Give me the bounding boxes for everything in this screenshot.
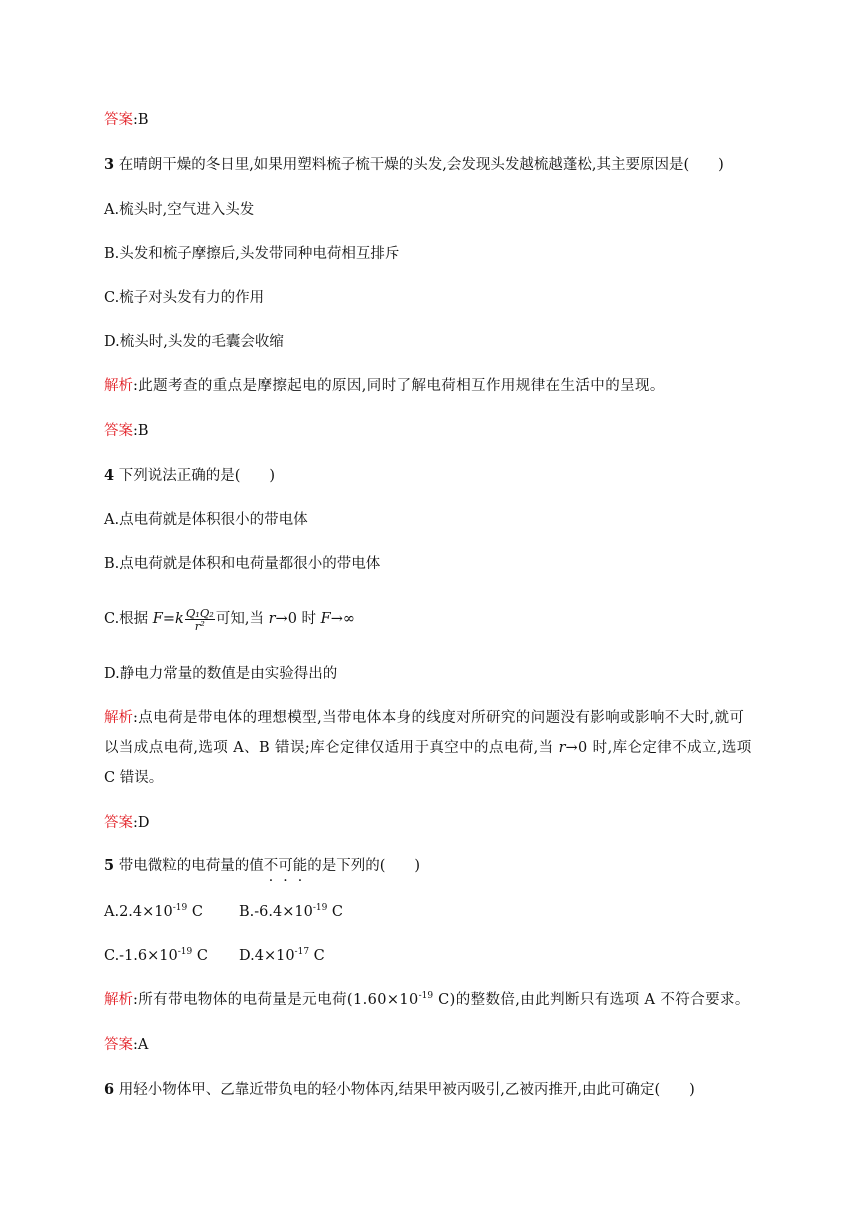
analysis-text: 以当成点电荷,选项 A、B 错误;库仑定律仅适用于真空中的点电荷,当 bbox=[104, 740, 559, 756]
q5-option-c: $C.-1.6\times 10^{-19}$ C bbox=[104, 947, 208, 964]
q4-analysis-line-1 bbox=[104, 708, 760, 728]
answer-value: :B bbox=[133, 112, 149, 128]
q5-options-row-2 bbox=[104, 946, 760, 966]
q4-analysis-line-3: C 错误。 bbox=[104, 770, 164, 786]
q4-analysis-line-2 bbox=[104, 738, 760, 758]
analysis-text: →0 时,库仑定律不成立,选项 bbox=[565, 740, 752, 756]
var-k: k bbox=[175, 611, 184, 627]
q4-option-c bbox=[104, 604, 760, 634]
analysis-label: 解析 bbox=[104, 992, 133, 1008]
answer-value: :B bbox=[133, 423, 149, 439]
analysis-text: C)的整数倍,由此判断只有选项 A 不符合要求。 bbox=[433, 992, 750, 1008]
q4-option-d: D.静电力常量的数值是由实验得出的 bbox=[104, 666, 338, 682]
q3-stem bbox=[104, 155, 760, 175]
exponent: -19 bbox=[418, 991, 434, 1001]
question-number: 6 bbox=[104, 1081, 115, 1098]
q5-option-d: $D.4\times 10^{-17}$ C bbox=[239, 947, 325, 964]
analysis-label: 解析 bbox=[104, 710, 133, 726]
fraction-denominator: r² bbox=[194, 618, 205, 633]
question-number: 4 bbox=[104, 467, 115, 484]
q2-answer bbox=[104, 110, 760, 130]
analysis-label: 解析 bbox=[104, 378, 133, 394]
fraction-numerator: Q₁Q₂ bbox=[185, 605, 214, 620]
q4-answer bbox=[104, 813, 760, 833]
var-F: F bbox=[320, 611, 331, 627]
q3-analysis bbox=[104, 376, 760, 396]
option-c-prefix: C.根据 bbox=[104, 611, 153, 627]
q4-option-b: B.点电荷就是体积和电荷量都很小的带电体 bbox=[104, 556, 381, 572]
emphasis-char: 不 bbox=[263, 858, 279, 874]
q3-option-b: B.头发和梳子摩擦后,头发带同种电荷相互排斥 bbox=[104, 246, 400, 262]
question-number: 5 bbox=[104, 857, 115, 874]
q5-stem bbox=[104, 856, 760, 876]
q5-answer bbox=[104, 1035, 760, 1055]
var-F: F bbox=[152, 611, 163, 627]
question-number: 3 bbox=[104, 156, 115, 173]
q3-option-a: A.梳头时,空气进入头发 bbox=[104, 202, 255, 218]
option-c-end: →∞ bbox=[330, 611, 355, 627]
question-text: 带电微粒的电荷量的值 bbox=[114, 858, 264, 874]
answer-label: 答案 bbox=[104, 1037, 133, 1053]
analysis-text: :此题考查的重点是摩擦起电的原因,同时了解电荷相互作用规律在生活中的呈现。 bbox=[133, 378, 665, 394]
answer-label: 答案 bbox=[104, 423, 133, 439]
option-c-arrow: →0 时 bbox=[275, 611, 321, 627]
q4-option-a: A.点电荷就是体积很小的带电体 bbox=[104, 512, 308, 528]
emphasis-char: 可 bbox=[278, 858, 293, 874]
q6-stem bbox=[104, 1080, 760, 1100]
q3-option-c: C.梳子对头发有力的作用 bbox=[104, 290, 265, 306]
answer-label: 答案 bbox=[104, 112, 133, 128]
q5-option-b: $B.-6.4\times 10^{-19}$ C bbox=[239, 903, 344, 920]
q3-option-d: D.梳头时,头发的毛囊会收缩 bbox=[104, 334, 284, 350]
question-text: 在晴朗干燥的冬日里,如果用塑料梳子梳干燥的头发,会发现头发越梳越蓬松,其主要原因是( ) bbox=[114, 157, 724, 173]
var-r: r bbox=[558, 740, 566, 756]
question-text: 用轻小物体甲、乙靠近带负电的轻小物体丙,结果甲被丙吸引,乙被丙推开,由此可确定( ) bbox=[114, 1082, 695, 1098]
q5-analysis bbox=[104, 990, 760, 1010]
analysis-text: :所有带电物体的电荷量是元电荷(1.60×10 bbox=[133, 992, 419, 1008]
answer-value: :D bbox=[133, 815, 150, 831]
var-r: r bbox=[268, 611, 276, 627]
q3-answer bbox=[104, 421, 760, 441]
q5-option-a: $A.2.4\times 10^{-19}$ C bbox=[104, 903, 203, 920]
question-text: 下列说法正确的是( ) bbox=[114, 468, 276, 484]
equals-sign: = bbox=[162, 611, 176, 627]
question-text: 的是下列的( ) bbox=[307, 858, 421, 874]
option-c-mid: 可知,当 bbox=[215, 611, 269, 627]
q5-options-row-1 bbox=[104, 902, 760, 922]
coulomb-fraction bbox=[185, 607, 215, 632]
emphasis-char: 能 bbox=[292, 858, 308, 874]
analysis-text: :点电荷是带电体的理想模型,当带电体本身的线度对所研究的问题没有影响或影响不大时,就可 bbox=[133, 710, 745, 726]
q4-stem bbox=[104, 466, 760, 486]
answer-label: 答案 bbox=[104, 815, 133, 831]
answer-value: :A bbox=[133, 1037, 149, 1053]
